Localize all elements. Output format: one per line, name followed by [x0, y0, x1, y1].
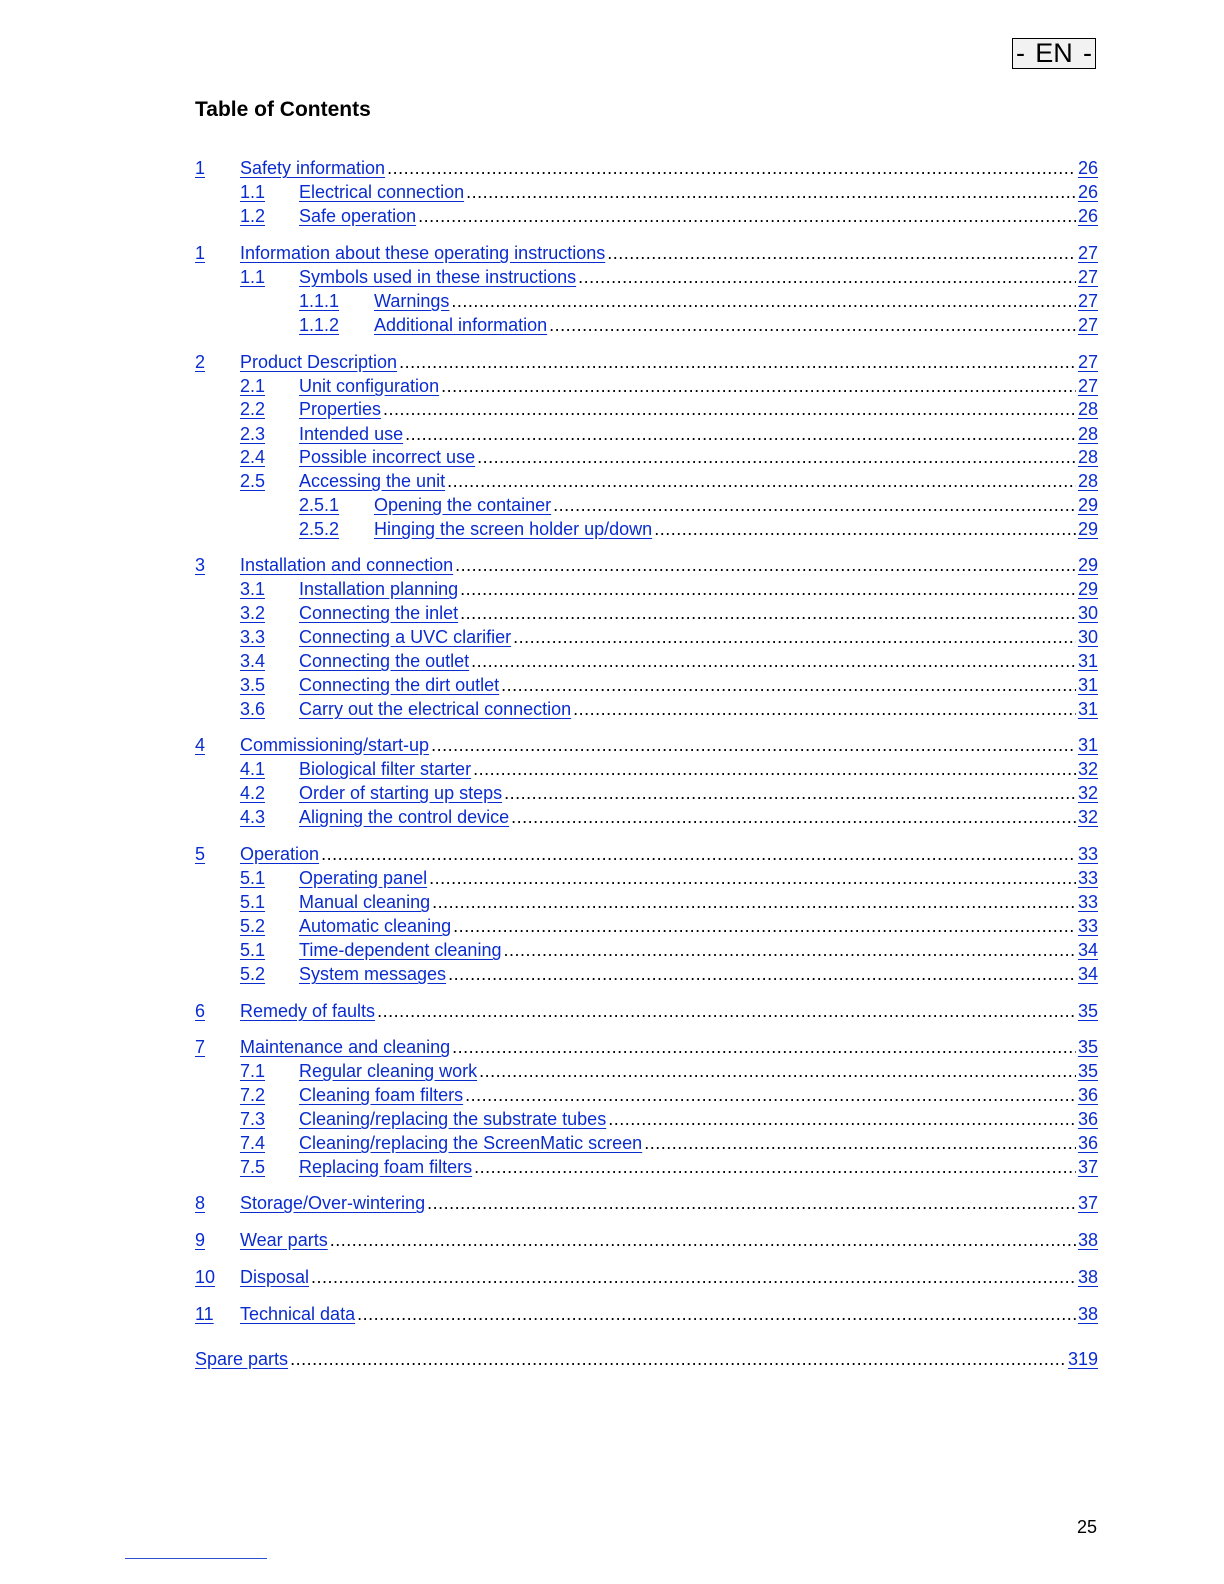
page-title: Table of Contents [195, 98, 371, 121]
toc-dot-leader [474, 1156, 1076, 1179]
toc-entry[interactable] [195, 626, 1098, 649]
toc-dot-leader [460, 602, 1076, 625]
toc-entry[interactable] [195, 181, 1098, 204]
toc-entry-number[interactable]: 4 [195, 735, 206, 755]
toc-entry[interactable] [195, 398, 1098, 421]
toc-entry-title[interactable]: Operating panel [299, 868, 428, 888]
toc-entry-page[interactable]: 36 [1077, 1085, 1098, 1105]
toc-entry[interactable] [195, 375, 1098, 398]
toc-entry-title[interactable]: Regular cleaning work [299, 1061, 478, 1081]
toc-entry-number[interactable]: 10 [195, 1267, 216, 1287]
toc-entry-title[interactable]: Installation and connection [240, 555, 454, 575]
toc-entry-title[interactable]: Connecting the outlet [299, 651, 470, 671]
toc-entry[interactable] [195, 915, 1098, 938]
toc-dot-leader [399, 351, 1076, 374]
toc-dot-leader [511, 806, 1076, 829]
toc-entry-title[interactable]: Technical data [240, 1304, 356, 1324]
toc-entry-number[interactable]: 5.2 [240, 964, 266, 984]
toc-dot-leader [608, 1108, 1076, 1131]
toc-entry-number[interactable]: 8 [195, 1193, 206, 1213]
toc-entry-number[interactable]: 2 [195, 352, 206, 372]
toc-dot-leader [441, 375, 1076, 398]
toc-entry[interactable] [195, 674, 1098, 697]
toc-dot-leader [453, 915, 1076, 938]
toc-entry-title[interactable]: Time-dependent cleaning [299, 940, 502, 960]
toc-entry[interactable] [195, 205, 1098, 228]
toc-entry[interactable] [195, 423, 1098, 446]
toc-entry[interactable] [195, 470, 1098, 493]
toc-entry[interactable] [195, 290, 1098, 313]
toc-dot-leader [607, 242, 1076, 265]
toc-entry-title[interactable]: Cleaning foam filters [299, 1085, 464, 1105]
toc-entry-number[interactable]: 1 [195, 243, 206, 263]
language-code: EN [1035, 38, 1073, 68]
toc-entry-number[interactable]: 3.5 [240, 675, 266, 695]
toc-entry[interactable] [195, 554, 1098, 577]
toc-entry-page[interactable]: 36 [1077, 1109, 1098, 1129]
toc-entry-title[interactable]: Connecting a UVC clarifier [299, 627, 512, 647]
toc-entry-title[interactable]: Electrical connection [299, 182, 465, 202]
table-of-contents [195, 0, 1098, 1584]
toc-entry-number[interactable]: 7.2 [240, 1085, 266, 1105]
toc-entry-page[interactable]: 30 [1077, 627, 1098, 647]
toc-entry-title[interactable]: Hinging the screen holder up/down [374, 519, 653, 539]
toc-entry-page[interactable]: 31 [1077, 735, 1098, 755]
toc-entry-number[interactable]: 5.1 [240, 940, 266, 960]
toc-dot-leader [460, 578, 1076, 601]
toc-entry-page[interactable]: 37 [1077, 1157, 1098, 1177]
toc-entry[interactable] [195, 1266, 1098, 1289]
toc-entry-number[interactable]: 3.4 [240, 651, 266, 671]
toc-entry-number[interactable]: 7.5 [240, 1157, 266, 1177]
toc-dot-leader [471, 650, 1076, 673]
toc-entry[interactable] [195, 157, 1098, 180]
toc-dot-leader [513, 626, 1076, 649]
toc-entry-page[interactable]: 30 [1077, 603, 1098, 623]
toc-entry-title[interactable]: Opening the container [374, 495, 552, 515]
toc-entry-title[interactable]: Automatic cleaning [299, 916, 452, 936]
toc-entry-title[interactable]: Disposal [240, 1267, 310, 1287]
toc-entry-number[interactable]: 1 [195, 158, 206, 178]
toc-entry-title[interactable]: Spare parts [195, 1349, 289, 1369]
footnote-separator [125, 1558, 267, 1559]
toc-entry-title[interactable]: Cleaning/replacing the ScreenMatic screen [299, 1133, 643, 1153]
toc-dot-leader [578, 266, 1076, 289]
toc-entry-title[interactable]: Product Description [240, 352, 398, 372]
toc-entry[interactable] [195, 867, 1098, 890]
toc-entry-number[interactable]: 7.4 [240, 1133, 266, 1153]
toc-entry-page[interactable]: 28 [1077, 424, 1098, 444]
toc-entry-page[interactable]: 33 [1077, 844, 1098, 864]
toc-entry-title[interactable]: Symbols used in these instructions [299, 267, 577, 287]
toc-entry[interactable] [195, 1084, 1098, 1107]
toc-entry-page[interactable]: 27 [1077, 315, 1098, 335]
toc-entry-number[interactable]: 2.5.1 [299, 495, 340, 515]
toc-entry-number[interactable]: 2.5.2 [299, 519, 340, 539]
toc-dot-leader [387, 157, 1076, 180]
toc-entry-title[interactable]: Additional information [374, 315, 548, 335]
toc-dot-leader [418, 205, 1076, 228]
toc-entry-title[interactable]: Possible incorrect use [299, 447, 476, 467]
toc-entry[interactable] [195, 891, 1098, 914]
toc-entry-page[interactable]: 31 [1077, 699, 1098, 719]
toc-entry-number[interactable]: 3.6 [240, 699, 266, 719]
toc-entry[interactable] [195, 1132, 1098, 1155]
toc-dot-leader [448, 963, 1076, 986]
toc-entry-number[interactable]: 3.1 [240, 579, 266, 599]
toc-entry[interactable] [195, 939, 1098, 962]
toc-entry-title[interactable]: Carry out the electrical connection [299, 699, 572, 719]
toc-dot-leader [466, 181, 1076, 204]
toc-dot-leader [465, 1084, 1076, 1107]
toc-entry-title[interactable]: Properties [299, 399, 382, 419]
toc-entry-page[interactable]: 28 [1077, 471, 1098, 491]
toc-entry-number[interactable]: 1.2 [240, 206, 266, 226]
toc-entry-page[interactable]: 37 [1077, 1193, 1098, 1213]
toc-entry-number[interactable]: 5.1 [240, 868, 266, 888]
toc-entry-number[interactable]: 7.3 [240, 1109, 266, 1129]
toc-entry-title[interactable]: Safe operation [299, 206, 417, 226]
toc-entry-page[interactable]: 29 [1077, 555, 1098, 575]
toc-entry-page[interactable]: 29 [1077, 579, 1098, 599]
toc-entry[interactable] [195, 602, 1098, 625]
toc-dot-leader [311, 1266, 1076, 1289]
toc-entry-number[interactable]: 9 [195, 1230, 206, 1250]
toc-entry[interactable] [195, 782, 1098, 805]
toc-entry-page[interactable]: 26 [1077, 182, 1098, 202]
toc-entry-page[interactable]: 36 [1077, 1133, 1098, 1153]
toc-dot-leader [447, 470, 1076, 493]
toc-entry-title[interactable]: Unit configuration [299, 376, 440, 396]
toc-entry-page[interactable]: 31 [1077, 675, 1098, 695]
toc-dot-leader [503, 939, 1076, 962]
toc-entry-title[interactable]: Replacing foam filters [299, 1157, 473, 1177]
toc-entry-number[interactable]: 3.3 [240, 627, 266, 647]
toc-entry-number[interactable]: 2.5 [240, 471, 266, 491]
toc-dot-leader [477, 446, 1076, 469]
toc-dot-leader [405, 423, 1076, 446]
toc-entry-title[interactable]: Connecting the dirt outlet [299, 675, 500, 695]
toc-entry[interactable] [195, 1192, 1098, 1215]
toc-entry-page[interactable]: 27 [1077, 376, 1098, 396]
toc-entry-title[interactable]: Operation [240, 844, 320, 864]
toc-dot-leader [377, 1000, 1076, 1023]
toc-entry[interactable] [195, 1229, 1098, 1252]
toc-entry-number[interactable]: 1.1.2 [299, 315, 340, 335]
toc-entry[interactable] [195, 758, 1098, 781]
toc-entry-title[interactable]: Aligning the control device [299, 807, 510, 827]
toc-entry[interactable] [195, 351, 1098, 374]
toc-entry-page[interactable]: 38 [1077, 1230, 1098, 1250]
toc-entry[interactable] [195, 1303, 1098, 1326]
toc-entry-page[interactable]: 32 [1077, 759, 1098, 779]
toc-dot-leader [321, 843, 1076, 866]
toc-dot-leader [357, 1303, 1076, 1326]
toc-entry-title[interactable]: Accessing the unit [299, 471, 446, 491]
toc-entry-page[interactable]: 32 [1077, 783, 1098, 803]
toc-entry-page[interactable]: 33 [1077, 868, 1098, 888]
toc-entry-number[interactable]: 5.2 [240, 916, 266, 936]
toc-entry-title[interactable]: Wear parts [240, 1230, 328, 1250]
toc-entry[interactable] [195, 314, 1098, 337]
toc-dot-leader [549, 314, 1076, 337]
toc-entry-page[interactable]: 27 [1077, 291, 1098, 311]
toc-entry-number[interactable]: 3.2 [240, 603, 266, 623]
toc-dot-leader [330, 1229, 1076, 1252]
toc-entry[interactable] [195, 1060, 1098, 1083]
language-badge-left-dash: - [1016, 38, 1025, 68]
toc-entry-page[interactable]: 32 [1077, 807, 1098, 827]
toc-entry[interactable] [195, 1108, 1098, 1131]
toc-dot-leader [429, 867, 1076, 890]
toc-entry-number[interactable]: 1.1.1 [299, 291, 340, 311]
toc-entry[interactable] [195, 242, 1098, 265]
toc-entry[interactable] [195, 650, 1098, 673]
toc-entry-title[interactable]: Remedy of faults [240, 1001, 376, 1021]
toc-entry-title[interactable]: Maintenance and cleaning [240, 1037, 451, 1057]
toc-dot-leader [644, 1132, 1076, 1155]
toc-entry-page[interactable]: 34 [1077, 964, 1098, 984]
toc-dot-leader [654, 518, 1076, 541]
toc-entry-title[interactable]: Manual cleaning [299, 892, 431, 912]
toc-entry-number[interactable]: 4.1 [240, 759, 266, 779]
toc-entry-page[interactable]: 29 [1077, 519, 1098, 539]
toc-entry-number[interactable]: 2.3 [240, 424, 266, 444]
toc-entry[interactable] [195, 1036, 1098, 1059]
toc-entry[interactable] [195, 806, 1098, 829]
toc-entry-title[interactable]: Cleaning/replacing the substrate tubes [299, 1109, 607, 1129]
toc-entry-page[interactable]: 34 [1077, 940, 1098, 960]
toc-entry[interactable] [195, 1156, 1098, 1179]
toc-entry[interactable] [195, 1348, 1098, 1371]
toc-entry-number[interactable]: 7.1 [240, 1061, 266, 1081]
toc-entry[interactable] [195, 518, 1098, 541]
toc-dot-leader [455, 554, 1076, 577]
toc-entry[interactable] [195, 843, 1098, 866]
toc-dot-leader [452, 1036, 1076, 1059]
toc-entry-page[interactable]: 35 [1077, 1061, 1098, 1081]
toc-entry-page[interactable]: 33 [1077, 916, 1098, 936]
toc-entry-page[interactable]: 319 [1067, 1349, 1098, 1369]
toc-entry-title[interactable]: Commissioning/start-up [240, 735, 430, 755]
toc-entry-page[interactable]: 35 [1077, 1001, 1098, 1021]
toc-entry-number[interactable]: 5 [195, 844, 206, 864]
toc-entry[interactable] [195, 1000, 1098, 1023]
toc-entry[interactable] [195, 734, 1098, 757]
toc-entry-title[interactable]: Intended use [299, 424, 404, 444]
toc-entry-number[interactable]: 2.2 [240, 399, 266, 419]
toc-entry-page[interactable]: 33 [1077, 892, 1098, 912]
toc-entry-page[interactable]: 26 [1077, 206, 1098, 226]
toc-dot-leader [451, 290, 1076, 313]
toc-entry-page[interactable]: 27 [1077, 352, 1098, 372]
toc-entry-title[interactable]: Installation planning [299, 579, 459, 599]
toc-dot-leader [573, 698, 1076, 721]
toc-dot-leader [501, 674, 1076, 697]
toc-entry-number[interactable]: 3 [195, 555, 206, 575]
toc-entry-title[interactable]: Storage/Over-wintering [240, 1193, 426, 1213]
toc-entry-page[interactable]: 29 [1077, 495, 1098, 515]
toc-entry[interactable] [195, 698, 1098, 721]
toc-entry-title[interactable]: Safety information [240, 158, 386, 178]
toc-entry-number[interactable]: 6 [195, 1001, 206, 1021]
toc-entry-page[interactable]: 27 [1077, 243, 1098, 263]
toc-entry-page[interactable]: 31 [1077, 651, 1098, 671]
toc-entry-number[interactable]: 2.4 [240, 447, 266, 467]
toc-dot-leader [432, 891, 1076, 914]
toc-entry-number[interactable]: 5.1 [240, 892, 266, 912]
toc-entry-title[interactable]: Warnings [374, 291, 450, 311]
toc-entry-title[interactable]: Information about these operating instructions [240, 243, 606, 263]
toc-entry[interactable] [195, 494, 1098, 517]
toc-dot-leader [479, 1060, 1076, 1083]
toc-entry-page[interactable]: 28 [1077, 399, 1098, 419]
toc-dot-leader [383, 398, 1076, 421]
toc-entry-page[interactable]: 27 [1077, 267, 1098, 287]
toc-entry-number[interactable]: 1.1 [240, 267, 266, 287]
toc-dot-leader [473, 758, 1076, 781]
toc-entry-number[interactable]: 11 [195, 1304, 214, 1324]
toc-entry[interactable] [195, 266, 1098, 289]
toc-entry-page[interactable]: 28 [1077, 447, 1098, 467]
toc-entry-title[interactable]: Order of starting up steps [299, 783, 503, 803]
toc-entry-number[interactable]: 2.1 [240, 376, 266, 396]
toc-dot-leader [290, 1348, 1066, 1371]
toc-entry[interactable] [195, 446, 1098, 469]
toc-dot-leader [504, 782, 1076, 805]
toc-entry-title[interactable]: Biological filter starter [299, 759, 472, 779]
toc-entry-number[interactable]: 7 [195, 1037, 206, 1057]
toc-entry-title[interactable]: System messages [299, 964, 447, 984]
page-number: 25 [1077, 1517, 1098, 1537]
toc-dot-leader [427, 1192, 1076, 1215]
toc-entry-number[interactable]: 4.2 [240, 783, 266, 803]
toc-entry-page[interactable]: 38 [1077, 1304, 1098, 1324]
language-badge-right-dash: - [1082, 38, 1092, 68]
toc-entry-number[interactable]: 1.1 [240, 182, 266, 202]
toc-entry-page[interactable]: 38 [1077, 1267, 1098, 1287]
toc-entry-page[interactable]: 26 [1077, 158, 1098, 178]
toc-entry[interactable] [195, 963, 1098, 986]
toc-entry-page[interactable]: 35 [1077, 1037, 1098, 1057]
toc-dot-leader [431, 734, 1076, 757]
toc-entry-title[interactable]: Connecting the inlet [299, 603, 459, 623]
toc-entry-number[interactable]: 4.3 [240, 807, 266, 827]
toc-dot-leader [553, 494, 1076, 517]
toc-entry[interactable] [195, 578, 1098, 601]
